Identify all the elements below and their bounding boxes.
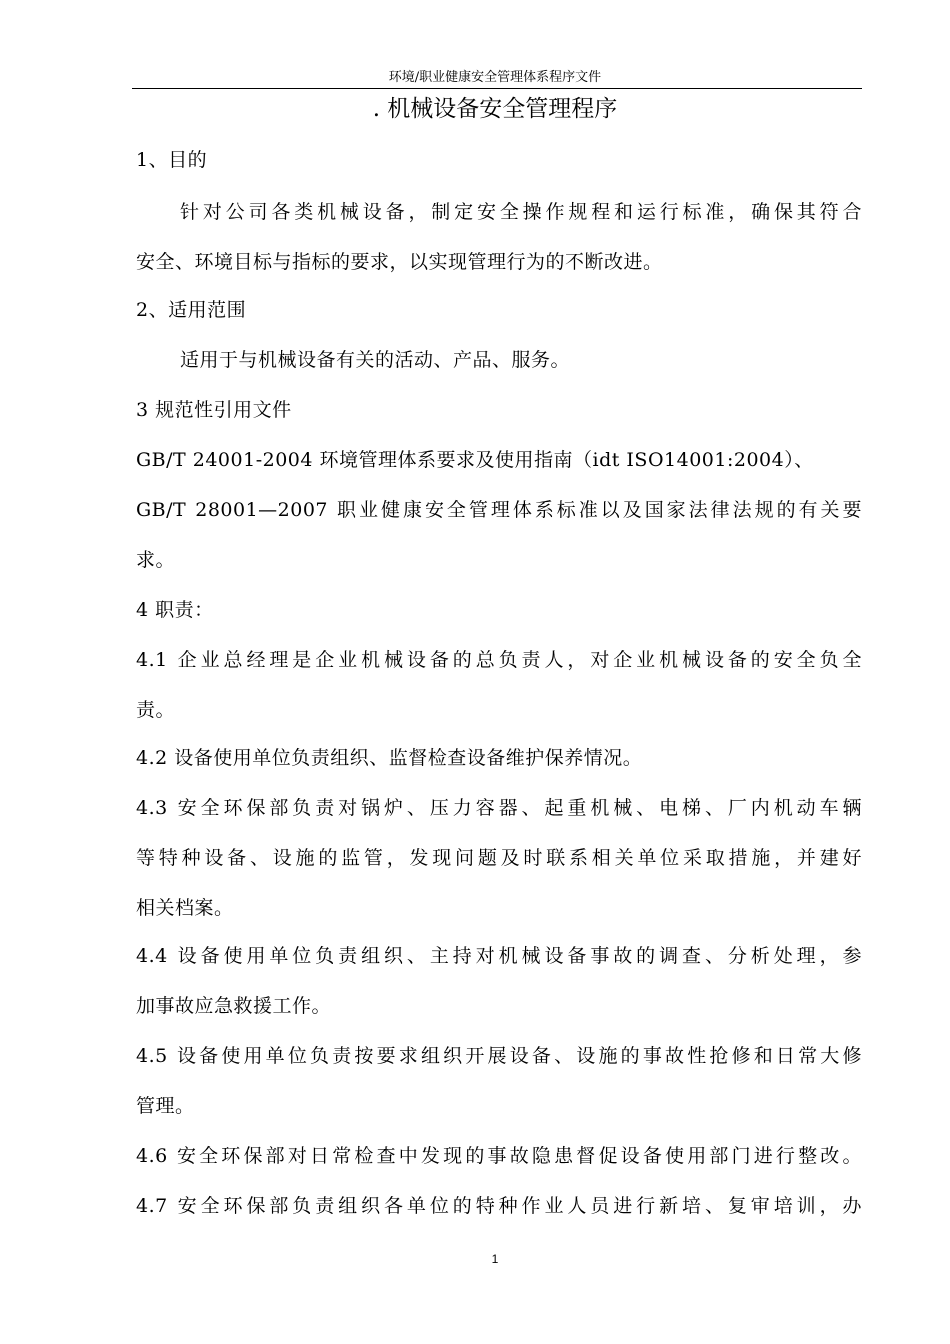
paragraph-line: 责。 <box>136 699 176 721</box>
paragraph-line: 针对公司各类机械设备，制定安全操作规程和运行标准，确保其符合 <box>180 201 862 223</box>
paragraph-line: 相关档案。 <box>136 897 234 919</box>
paragraph-line: 适用于与机械设备有关的活动、产品、服务。 <box>180 349 571 371</box>
paragraph-line: 4.1 企业总经理是企业机械设备的总负责人，对企业机械设备的安全负全 <box>136 649 862 671</box>
page-number: 1 <box>491 1252 499 1266</box>
paragraph-line: 4.7 安全环保部负责组织各单位的特种作业人员进行新培、复审培训，办 <box>136 1195 862 1217</box>
paragraph-line: 4.4 设备使用单位负责组织、主持对机械设备事故的调查、分析处理，参 <box>136 945 862 967</box>
paragraph-line: 4.5 设备使用单位负责按要求组织开展设备、设施的事故性抢修和日常大修 <box>136 1045 862 1067</box>
paragraph-line: 4.2 设备使用单位负责组织、监督检查设备维护保养情况。 <box>136 747 643 769</box>
header-rule <box>132 88 862 89</box>
paragraph-line: GB/T 24001-2004 环境管理体系要求及使用指南（idt ISO14001:2004）、 <box>136 449 814 471</box>
paragraph-line: 等特种设备、设施的监管，发现问题及时联系相关单位采取措施，并建好 <box>136 847 862 869</box>
paragraph-line: 安全、环境目标与指标的要求，以实现管理行为的不断改进。 <box>136 251 663 273</box>
paragraph-line: 加事故应急救援工作。 <box>136 995 332 1017</box>
running-header: 环境/职业健康安全管理体系程序文件 <box>388 70 602 85</box>
section-heading-scope: 2、适用范围 <box>136 299 247 321</box>
document-title: . 机械设备安全管理程序 <box>372 96 618 122</box>
paragraph-line: GB/T 28001—2007 职业健康安全管理体系标准以及国家法律法规的有关要 <box>136 499 862 521</box>
paragraph-line: 求。 <box>136 549 176 571</box>
paragraph-line: 4.6 安全环保部对日常检查中发现的事故隐患督促设备使用部门进行整改。 <box>136 1145 862 1167</box>
section-heading-purpose: 1、目的 <box>136 149 208 171</box>
paragraph-line: 管理。 <box>136 1095 195 1117</box>
section-heading-responsibilities: 4 职责： <box>136 599 214 621</box>
section-heading-references: 3 规范性引用文件 <box>136 399 292 421</box>
paragraph-line: 4.3 安全环保部负责对锅炉、压力容器、起重机械、电梯、厂内机动车辆 <box>136 797 862 819</box>
